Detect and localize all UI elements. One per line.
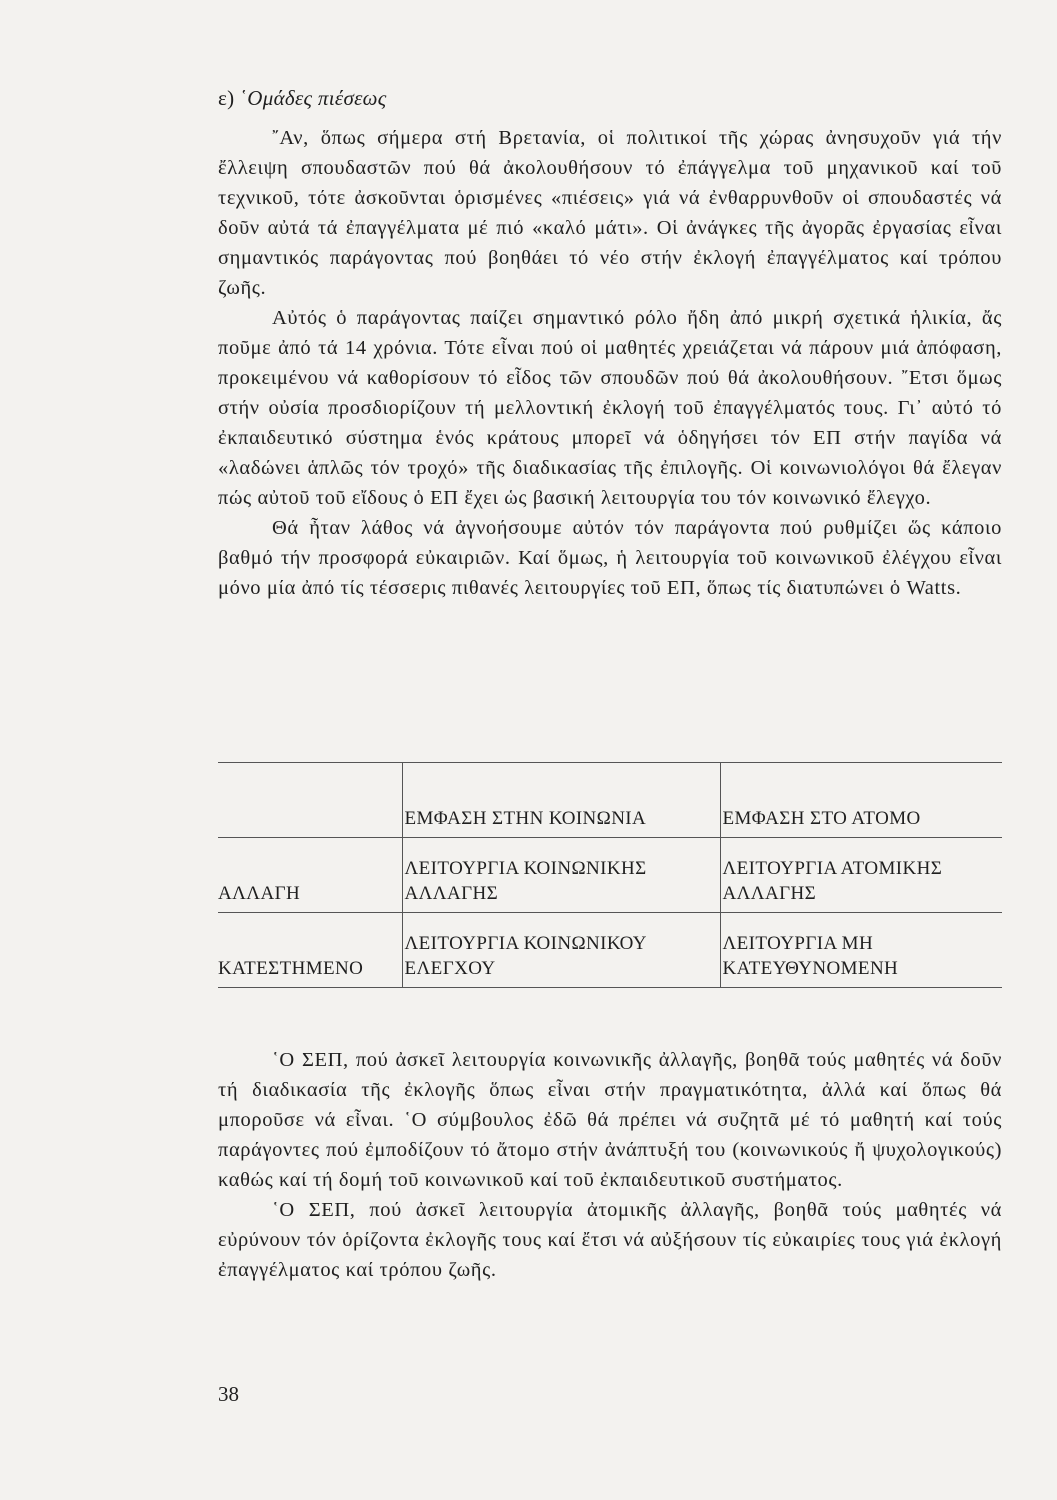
body-text-after-table bbox=[218, 1045, 1002, 1285]
table-cell: ΛΕΙΤΟΥΡΓΙΑ ΚΟΙΝΩΝΙΚΗΣ ΑΛΛΑΓΗΣ bbox=[402, 838, 720, 913]
guidance-functions-table bbox=[218, 762, 1002, 988]
body-text-before-table bbox=[218, 123, 1002, 603]
table-header-cell: ΕΜΦΑΣΗ ΣΤΗΝ ΚΟΙΝΩΝΙΑ bbox=[402, 763, 720, 838]
table-row-label: ΑΛΛΑΓΗ bbox=[218, 838, 402, 913]
table-row-label: ΚΑΤΕΣΤΗΜΕΝΟ bbox=[218, 913, 402, 988]
paragraph: Θά ἦταν λάθος νά ἀγνοήσουμε αὐτόν τόν παράγοντα πού ρυθμίζει ὥς κάποιο βαθμό τήν προσφορά εὐκαιριῶν. Καί ὅμως, ἡ λειτουργία τοῦ κοινωνικοῦ ἐλέγχου εἶναι μόνο μία ἀπό τίς τέσσερις πιθανές λειτουργίες τοῦ ΕΠ, ὅπως τίς διατυπώνει ὁ Watts. bbox=[218, 517, 1002, 599]
paragraph: Αὐτός ὁ παράγοντας παίζει σημαντικό ρόλο ἤδη ἀπό μικρή σχετικά ἡλικία, ἄς ποῦμε ἀπό τά 14 χρόνια. Τότε εἶναι πού οἱ μαθητές χρειάζεται νά πάρουν μιά ἀπόφαση, προκειμένου νά καθορίσουν τό εἶδος τῶν σπουδῶν πού θά ἀκολουθήσουν. ῎Ετσι ὅμως στήν οὐσία προσδιορίζουν τή μελλοντική ἐκλογή τοῦ ἐπαγγέλματός τους. Γι᾽ αὐτό τό ἐκπαιδευτικό σύστημα ἑνός κράτους μπορεῖ νά ὁδηγήσει τόν ΕΠ στήν παγίδα νά «λαδώνει ἁπλῶς τόν τροχό» τῆς διαδικασίας τῆς ἐπιλογῆς. Οἱ κοινωνιολόγοι θά ἔλεγαν πώς αὐτοῦ τοῦ εἴδους ὁ ΕΠ ἔχει ὡς βασική λειτουργία του τόν κοινωνικό ἔλεγχο. bbox=[218, 307, 1002, 509]
table-cell: ΛΕΙΤΟΥΡΓΙΑ ΜΗ ΚΑΤΕΥΘΥΝΟΜΕΝΗ bbox=[720, 913, 1002, 988]
table-header-cell: ΕΜΦΑΣΗ ΣΤΟ ΑΤΟΜΟ bbox=[720, 763, 1002, 838]
section-title: ῾Ομάδες πιέσεως bbox=[239, 86, 387, 110]
paragraph: ῎Αν, ὅπως σήμερα στή Βρετανία, οἱ πολιτικοί τῆς χώρας ἀνησυχοῦν γιά τήν ἔλλειψη σπουδαστῶν πού θά ἀκολουθήσουν τό ἐπάγγελμα τοῦ μηχανικοῦ καί τοῦ τεχνικοῦ, τότε ἀσκοῦνται ὁρισμένες «πιέσεις» γιά νά ἐνθαρρυνθοῦν οἱ σπουδαστές νά δοῦν αὐτά τά ἐπαγγέλματα μέ πιό «καλό μάτι». Οἱ ἀνάγκες τῆς ἀγορᾶς ἐργασίας εἶναι σημαντικός παράγοντας πού βοηθάει τό νέο στήν ἐκλογή ἐπαγγέλματος καί τρόπου ζωῆς. bbox=[218, 127, 1002, 299]
table-cell: ΛΕΙΤΟΥΡΓΙΑ ΑΤΟΜΙΚΗΣ ΑΛΛΑΓΗΣ bbox=[720, 838, 1002, 913]
section-heading bbox=[218, 86, 387, 111]
page-number: 38 bbox=[218, 1382, 239, 1406]
paragraph: ῾Ο ΣΕΠ, πού ἀσκεῖ λειτουργία ἀτομικῆς ἀλλαγῆς, βοηθᾶ τούς μαθητές νά εὐρύνουν τόν ὁρίζοντα ἐκλογῆς τους καί ἔτσι νά αὐξήσουν τίς εὐκαιρίες τους γιά ἐκλογή ἐπαγγέλματος καί τρόπου ζωῆς. bbox=[218, 1199, 1002, 1281]
table-row bbox=[218, 838, 1002, 913]
table-row bbox=[218, 913, 1002, 988]
table-cell bbox=[218, 763, 402, 838]
table-cell: ΛΕΙΤΟΥΡΓΙΑ ΚΟΙΝΩΝΙΚΟΥ ΕΛΕΓΧΟΥ bbox=[402, 913, 720, 988]
paragraph: ῾Ο ΣΕΠ, πού ἀσκεῖ λειτουργία κοινωνικῆς ἀλλαγῆς, βοηθᾶ τούς μαθητές νά δοῦν τή διαδικασία τῆς ἐκλογῆς ὅπως εἶναι στήν πραγματικότητα, ἀλλά καί ὅπως θά μποροῦσε νά εἶναι. ῾Ο σύμβουλος ἐδῶ θά πρέπει νά συζητᾶ μέ τό μαθητή καί τούς παράγοντες πού ἐμποδίζουν τό ἄτομο στήν ἀνάπτυξή του (κοινωνικούς ἤ ψυχολογικούς) καθώς καί τή δομή τοῦ κοινωνικοῦ καί τοῦ ἐκπαιδευτικοῦ συστήματος. bbox=[218, 1049, 1002, 1191]
section-marker: ε) bbox=[218, 86, 235, 110]
table-header-row bbox=[218, 763, 1002, 838]
